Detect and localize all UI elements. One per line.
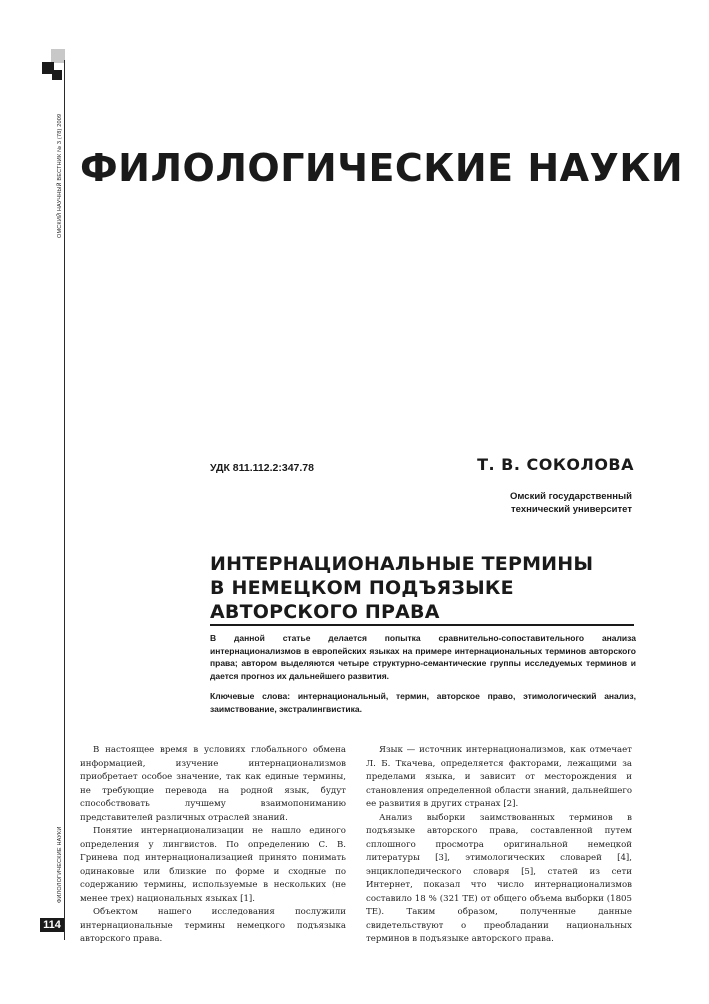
decorative-square-dark-small	[52, 70, 62, 80]
decorative-square-light	[51, 49, 65, 63]
body-column-right	[366, 744, 632, 947]
journal-running-title: ОМСКИЙ НАУЧНЫЙ ВЕСТНИК № 3 (78) 2009	[57, 113, 63, 238]
margin-rule	[64, 60, 65, 940]
body-paragraph: Понятие интернационализации не нашло единого определения у лингвистов. По определению С. В. Гринева под интернационализацией принято понимать одинаковые или близкие по форме и сходные по содержанию термины, используемые в нескольких (не менее трех) национальных языках [1].	[80, 826, 346, 904]
body-paragraph: Анализ выборки заимствованных терминов в подъязыке авторского права, составленной путем сплошного просмотра оригинальной немецкой литературы [3], этимологических словарей [4], энциклопедического словаря [5], статей из сети Интернет, показал что число интернационализмов составило 18 % (321 ТЕ) от общего объема выборки (1805 ТЕ). Таким образом, полученные данные свидетельствуют о преобладании национальных терминов в подъязыке авторского права.	[366, 812, 632, 944]
abstract: В данной статье делается попытка сравнительно-сопоставительного анализа интернационализмов в европейских языках на примере интернациональных терминов авторского права; автором выделяются четыре структурно-семантические группы исследуемых терминов и дается прогноз их дальнейшего развития.	[210, 633, 636, 681]
title-underline	[210, 624, 634, 626]
affiliation-line: Омский государственный	[510, 491, 632, 502]
article-title-line: ИНТЕРНАЦИОНАЛЬНЫЕ ТЕРМИНЫ	[210, 553, 594, 575]
keywords: Ключевые слова: интернациональный, термин, авторское право, этимологический анализ, заимствование, экстралингвистика.	[210, 691, 636, 714]
article-title-line: В НЕМЕЦКОМ ПОДЪЯЗЫКЕ	[210, 577, 514, 599]
body-column-left	[80, 744, 346, 947]
article-title	[210, 552, 593, 624]
author-name: Т. В. СОКОЛОВА	[477, 455, 634, 474]
section-running-title: ФИЛОЛОГИЧЕСКИЕ НАУКИ	[57, 826, 63, 903]
udk-code: УДК 811.112.2:347.78	[210, 462, 314, 474]
body-paragraph: Язык — источник интернационализмов, как отмечает Л. Б. Ткачева, определяется факторами, лежащими за пределами языка, и зависит от месторождения и становления определенной области знаний, дальнейшего ее развития в других странах [2].	[366, 745, 632, 809]
author-affiliation	[382, 490, 632, 516]
affiliation-line: технический университет	[511, 504, 632, 515]
article-title-line: АВТОРСКОГО ПРАВА	[210, 601, 440, 623]
page-number: 114	[40, 918, 64, 932]
body-paragraph: Объектом нашего исследования послужили интернациональные термины немецкого подъязыка авторского права.	[80, 907, 346, 944]
section-title: ФИЛОЛОГИЧЕСКИЕ НАУКИ	[80, 146, 684, 190]
body-paragraph: В настоящее время в условиях глобального обмена информацией, изучение интернационализмов приобретает особое значение, так как единые термины, не требующие перевода на родной язык, будут способствовать лучшему взаимопониманию представителей различных отраслей знаний.	[80, 745, 346, 823]
